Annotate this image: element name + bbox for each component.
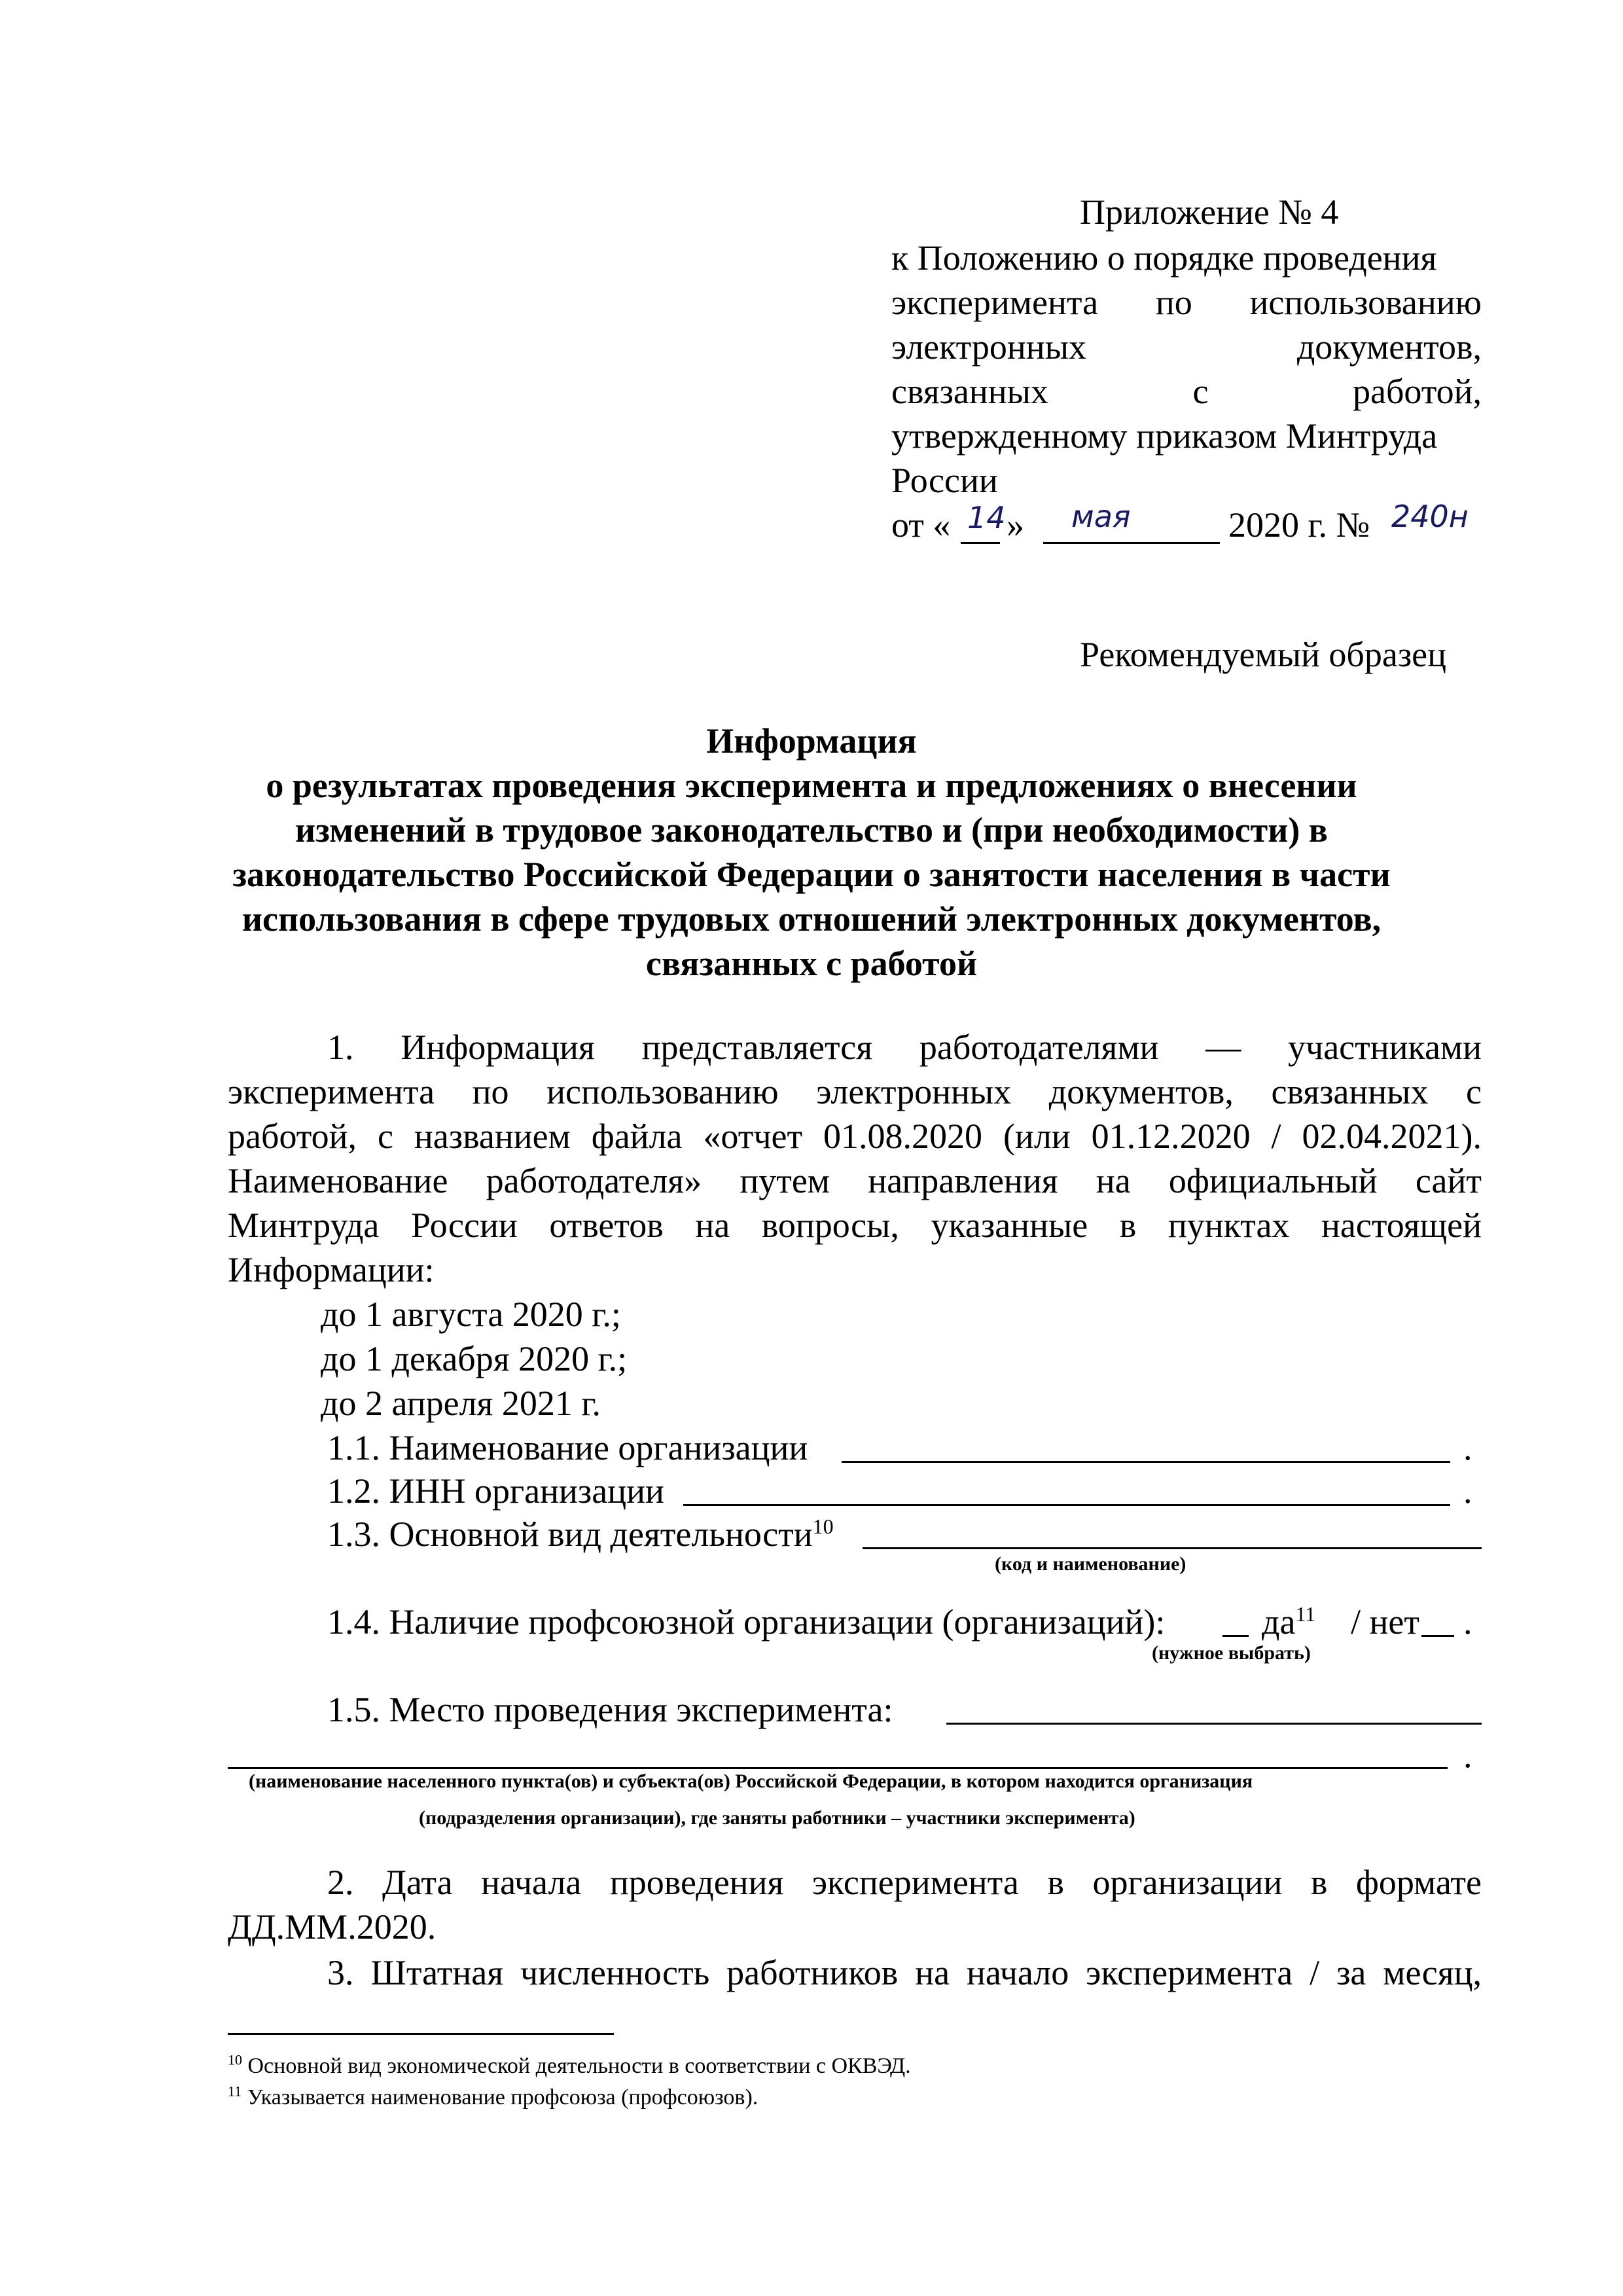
item-1-2-field[interactable] [683, 1504, 1450, 1506]
item-1-1-dot: . [1463, 1428, 1472, 1467]
heading-title: Информация [706, 721, 917, 761]
footnote-11 [228, 2084, 758, 2111]
item-1-4-label: 1.4. Наличие профсоюзной организации (организаций): [327, 1602, 1166, 1641]
para1-line-1: 1. Информация представляется работодателями — участниками [327, 1028, 1482, 1067]
footnote-separator [228, 2033, 614, 2035]
heading-line-5: связанных с работой [645, 944, 978, 983]
deadline-3: до 2 апреля 2021 г. [321, 1384, 601, 1423]
item-1-4-no: / нет [1351, 1602, 1419, 1641]
item-1-2-dot: . [1463, 1471, 1472, 1511]
para2-line-2: ДД.ММ.2020. [228, 1907, 437, 1946]
appendix-title: Приложение № 4 [1080, 192, 1339, 232]
handwritten-month: мая [1071, 499, 1131, 534]
item-1-3-field[interactable] [863, 1547, 1482, 1549]
para1-line-2: эксперимента по использованию электронных документов, связанных с [228, 1072, 1482, 1111]
month-underline [1043, 542, 1220, 544]
footnote-10 [228, 2053, 911, 2080]
footnote-11-text: Указывается наименование профсоюза (профсоюзов). [247, 2085, 758, 2109]
appendix-line-4: связанных с работой, [891, 372, 1482, 411]
item-1-3-footnote-ref: 10 [812, 1515, 834, 1538]
day-underline [961, 542, 1000, 544]
footnote-10-text: Основной вид экономической деятельности в соответствии с ОКВЭД. [247, 2054, 911, 2078]
deadline-2: до 1 декабря 2020 г.; [321, 1339, 628, 1378]
appendix-line-1: к Положению о порядке проведения [891, 238, 1437, 278]
heading-line-1: о результатах проведения эксперимента и предложениях о внесении [266, 766, 1357, 805]
heading-line-3: законодательство Российской Федерации о занятости населения в части [232, 855, 1391, 894]
item-1-3-hint: (код и наименование) [995, 1553, 1186, 1575]
item-1-4-no-field[interactable] [1421, 1635, 1454, 1637]
handwritten-number: 240н [1391, 499, 1469, 534]
date-year-number: 2020 г. № [1228, 505, 1370, 545]
para1-line-5: Минтруда России ответов на вопросы, указанные в пунктах настоящей [228, 1206, 1482, 1245]
item-1-1-field[interactable] [842, 1461, 1450, 1463]
appendix-line-3: электронных документов, [891, 327, 1482, 367]
appendix-line-5: утвержденному приказом Минтруда [891, 416, 1438, 456]
date-mid: » [1007, 505, 1024, 545]
appendix-line-2: эксперимента по использованию [891, 283, 1482, 322]
item-1-5-hint-2: (подразделения организации), где заняты работники – участники эксперимента) [419, 1807, 1135, 1829]
deadline-1: до 1 августа 2020 г.; [321, 1295, 621, 1334]
para3-line-1: 3. Штатная численность работников на начало эксперимента / за месяц, [327, 1953, 1482, 1992]
item-1-5-label: 1.5. Место проведения эксперимента: [327, 1690, 893, 1729]
item-1-1-label: 1.1. Наименование организации [327, 1428, 808, 1467]
item-1-4-yes [1262, 1601, 1315, 1643]
date-prefix: от « [891, 505, 951, 545]
sample-label: Рекомендуемый образец [1080, 635, 1447, 674]
para1-line-4: Наименование работодателя» путем направления на официальный сайт [228, 1161, 1482, 1200]
item-1-4-dot: . [1463, 1602, 1472, 1641]
item-1-4-yes-text: да [1262, 1602, 1296, 1641]
para1-line-3: работой, с названием файла «отчет 01.08.2020 (или 01.12.2020 / 02.04.2021). [228, 1117, 1482, 1156]
item-1-5-hint-1: (наименование населенного пункта(ов) и субъекта(ов) Российской Федерации, в котором находится организация [249, 1770, 1253, 1792]
item-1-5-field[interactable] [946, 1723, 1482, 1725]
item-1-5-field-2[interactable] [228, 1767, 1448, 1769]
appendix-line-6: России [891, 461, 998, 500]
item-1-2-label: 1.2. ИНН организации [327, 1471, 664, 1511]
item-1-3-label [327, 1513, 834, 1555]
item-1-5-dot: . [1463, 1736, 1472, 1775]
footnote-11-number: 11 [228, 2083, 242, 2100]
item-1-4-hint: (нужное выбрать) [1152, 1642, 1311, 1664]
handwritten-day: 14 [967, 500, 1006, 535]
item-1-3-text: 1.3. Основной вид деятельности [327, 1515, 813, 1554]
footnote-10-number: 10 [228, 2051, 242, 2068]
appendix-date-line [891, 499, 1480, 546]
para2-line-1: 2. Дата начала проведения эксперимента в организации в формате [327, 1863, 1482, 1902]
item-1-4-yes-field[interactable] [1222, 1635, 1249, 1637]
heading-line-2: изменений в трудовое законодательство и (при необходимости) в [295, 810, 1328, 850]
item-1-4-footnote-ref: 11 [1295, 1602, 1316, 1626]
para1-line-6: Информации: [228, 1250, 435, 1289]
heading-line-4: использования в сфере трудовых отношений электронных документов, [241, 899, 1382, 939]
